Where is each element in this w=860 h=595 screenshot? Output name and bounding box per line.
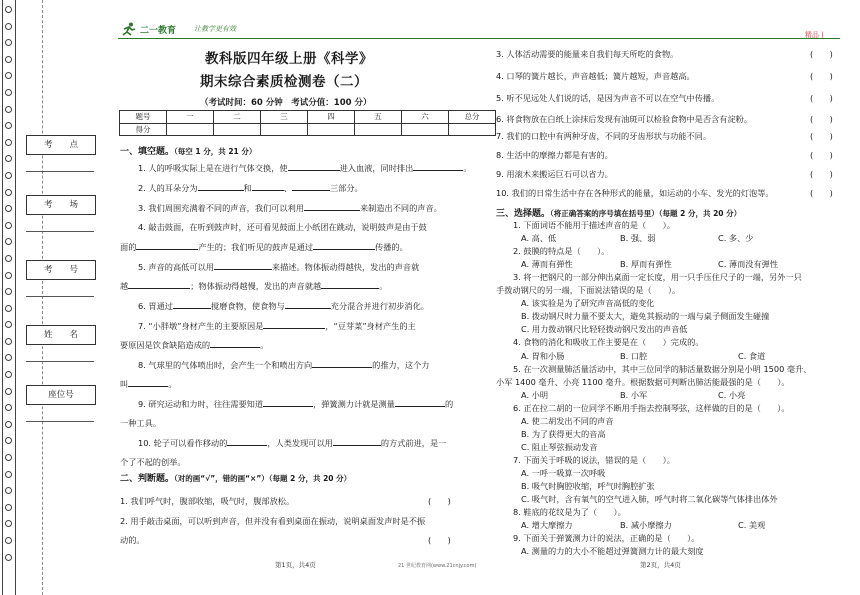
question-text: 6. 胃通过: [138, 301, 173, 311]
question-text: 来描述。物体振动得越快，发出的声音就: [271, 262, 420, 272]
choice-option: C. 薄而没有弹性: [718, 259, 779, 270]
site-logo: [120, 22, 240, 38]
binding-hole: [5, 205, 12, 212]
binding-edge-right: [15, 0, 16, 595]
section2-note: （对的画“√”，错的画“×”）（每题 2 分，共 20 分）: [174, 474, 352, 483]
answer-parentheses[interactable]: ( ): [810, 131, 833, 141]
question-text: 。: [260, 340, 269, 350]
judgment-item: 2. 用手敲击桌面，可以听到声音，但并没有看到桌面在振动，说明桌面发声时是不振: [120, 516, 426, 526]
answer-blank[interactable]: [210, 339, 260, 348]
answer-blank[interactable]: [198, 182, 244, 191]
answer-blank[interactable]: [263, 320, 325, 329]
binding-hole: [5, 155, 12, 162]
right-page-number: 第2页，共4页: [640, 561, 681, 569]
binding-hole: [5, 321, 12, 328]
score-row-label: 得分: [120, 123, 167, 136]
choice-question-line: 小军 1400 毫升、小亮 1100 毫升。根据数据可判断出肺活能最强的是（ ）。: [496, 376, 790, 387]
fill-in-line: [138, 202, 442, 214]
binding-hole: [5, 122, 12, 129]
fill-in-line: [138, 300, 429, 312]
score-table-header-row: [120, 111, 496, 124]
choice-question-line: A. 一呼一吸算一次呼吸: [521, 467, 606, 478]
student-info-write-line[interactable]: [26, 171, 94, 172]
choice-option: B. 口腔: [620, 350, 648, 361]
question-text: 7. “小胖墩”身材产生的主要原因是: [138, 321, 264, 331]
answer-parentheses[interactable]: ( ): [810, 150, 833, 160]
fill-in-line: [120, 339, 268, 351]
choice-question-line: A. 测量的力的大小不能超过弹簧测力计的最大刻度: [521, 546, 704, 557]
answer-blank[interactable]: [413, 162, 463, 171]
binding-hole: [5, 238, 12, 245]
fill-in-line: [120, 241, 408, 253]
binding-hole: [5, 39, 12, 46]
binding-hole: [5, 106, 12, 113]
judgment-item: 1. 我们呼气时，腹部收缩，吸气时，腹部放松。: [120, 496, 295, 506]
binding-hole: [5, 172, 12, 179]
section3-heading: 三、选择题。（将正确答案的序号填在括号里）（每题 2 分，共 20 分）: [496, 209, 742, 219]
score-table-header-cell: 一: [167, 111, 214, 124]
answer-parentheses[interactable]: ( ): [810, 71, 833, 81]
choice-option: A. 薄而有弹性: [521, 259, 573, 270]
choice-question-line: A. 使二胡发出不同的声音: [521, 415, 614, 426]
fill-in-line: [138, 182, 363, 194]
student-info-write-line[interactable]: [26, 361, 94, 362]
question-text: ，人类发现可以用: [267, 438, 333, 448]
student-info-label: 考 点: [26, 135, 96, 155]
quality-badge: 精品 |: [805, 31, 824, 39]
score-table-header-cell: 四: [308, 111, 355, 124]
question-text: 的方式前进，是一: [380, 438, 447, 448]
choice-question-line: 9. 下面关于弹簧测力计的说法，正确的是（ ）。: [513, 533, 700, 544]
binding-hole: [5, 189, 12, 196]
question-text: 。: [168, 379, 177, 389]
judgment-item: 3. 人体活动需要的能量来自我们每天所吃的食物。: [496, 49, 679, 59]
answer-blank[interactable]: [128, 280, 190, 289]
question-text: 传播的。: [375, 242, 408, 252]
binding-hole: [5, 272, 12, 279]
binding-hole: [5, 255, 12, 262]
student-info-label: 考 号: [26, 260, 96, 280]
question-text: 来制造出不同的声音。: [359, 203, 442, 213]
left-page-number: 第1页，共4页: [275, 561, 316, 569]
binding-holes: [5, 6, 13, 570]
question-text: 和: [243, 183, 252, 193]
choice-question-line: B. 吸气时胸腔收缩，呼气时胸腔扩张: [521, 481, 655, 491]
choice-option: A. 小明: [521, 389, 549, 400]
choice-question-line: B. 拨动钢尺时力量不要太大，避免其振动的一端与桌子侧面发生碰撞: [521, 311, 770, 322]
score-table-header-cell: 二: [214, 111, 261, 124]
question-text: 10. 轮子可以看作移动的: [138, 438, 228, 448]
exam-info: （考试时间：60 分钟 考试分值：100 分）: [200, 98, 372, 108]
answer-parentheses[interactable]: ( ): [810, 188, 833, 198]
choice-question-line: C. 吸气时，含有氧气的空气进入肺，呼气时将二氧化碳等气体排出体外: [521, 494, 778, 505]
choice-question-line: 3. 将一把钢尺的一部分伸出桌面一定长度，用一只手压住尺子的一端，另外一只: [513, 272, 802, 283]
student-info-write-line[interactable]: [26, 231, 94, 232]
choice-question-line: 手拨动钢尺的另一端，下面说法错误的是（ ）。: [496, 285, 681, 296]
score-cell[interactable]: [214, 123, 261, 136]
fill-in-line: [120, 280, 387, 292]
binding-edge-left: [2, 0, 3, 595]
judgment-item: 4. 口琴的簧片越长，声音越低；簧片越短，声音越高。: [496, 71, 695, 81]
question-text: 要原因是饮食缺陷造成的: [120, 340, 211, 350]
answer-blank[interactable]: [227, 437, 267, 446]
score-cell[interactable]: [355, 123, 402, 136]
question-text: 叫: [120, 379, 129, 389]
question-text: 三部分。: [329, 183, 363, 193]
binding-hole: [5, 6, 12, 13]
section2-heading: 二、判断题。（对的画“√”，错的画“×”）（每题 2 分，共 20 分）: [120, 474, 352, 484]
question-text: 。: [463, 163, 472, 173]
choice-question-line: 8. 鞋底的花纹是为了（ ）。: [513, 507, 626, 518]
answer-blank[interactable]: [312, 359, 372, 368]
score-table-header-cell: 五: [355, 111, 402, 124]
question-text: 越: [120, 281, 129, 291]
score-cell[interactable]: [261, 123, 308, 136]
answer-blank[interactable]: [304, 202, 360, 211]
binding-hole: [5, 72, 12, 79]
score-cell[interactable]: [167, 123, 214, 136]
binding-hole: [5, 421, 12, 428]
score-table-header-cell: 题号: [120, 111, 167, 124]
binding-hole: [5, 288, 12, 295]
answer-blank[interactable]: [214, 261, 272, 270]
answer-blank[interactable]: [321, 280, 379, 289]
binding-hole: [5, 437, 12, 444]
answer-blank[interactable]: [173, 300, 211, 309]
score-table-score-row: [120, 123, 496, 136]
binding-hole: [5, 139, 12, 146]
choice-option: B. 厚而有弹性: [620, 259, 672, 270]
choice-option: A. 高、低: [521, 233, 557, 244]
binding-hole: [5, 504, 12, 511]
choice-option: A. 增大摩擦力: [521, 520, 573, 531]
fill-in-line: [120, 378, 176, 390]
paper-title: 教科版四年级上册《科学》: [205, 51, 373, 67]
binding-hole: [5, 404, 12, 411]
student-info-write-line[interactable]: [26, 421, 94, 422]
binding-hole: [5, 371, 12, 378]
question-text: ，弹簧测力计就是测量: [313, 399, 395, 409]
choice-option: C. 小亮: [718, 389, 746, 400]
answer-blank[interactable]: [128, 378, 168, 387]
question-text: 5. 声音的高低可以用: [138, 262, 214, 272]
fill-in-line: [138, 261, 419, 273]
binding-cut-line: [42, 0, 43, 595]
choice-option: C. 食道: [738, 350, 766, 361]
question-text: 。: [379, 281, 388, 291]
question-text: 的推力，这个力: [372, 360, 430, 370]
judgment-item: 5. 听不见远处人们说的话，是因为声音不可以在空气中传播。: [496, 93, 720, 103]
choice-question-line: 4. 食物的消化和吸收工作主要是在（ ）完成的。: [513, 337, 704, 348]
answer-parentheses[interactable]: ( ): [428, 496, 451, 506]
question-text: 充分混合并进行初步消化。: [330, 301, 429, 311]
question-text: 个了不起的创举。: [120, 457, 186, 467]
question-text: ，“豆芽菜”身材产生的主: [325, 321, 416, 331]
choice-question-line: 6. 正在拉二胡的一位同学不断用手指去控制琴弦，这样做的目的是（ ）。: [513, 402, 790, 413]
question-text: 一种工具。: [120, 418, 161, 428]
binding-hole: [5, 222, 12, 229]
choice-question-line: 2. 鼓膜的特点是（ ）。: [513, 246, 610, 257]
question-text: 搅磨食物，使食物与: [210, 301, 285, 311]
header-rule: [118, 38, 840, 39]
question-text: 面的: [120, 242, 137, 252]
question-text: 3. 我们周围充满着不同的声音，我们可以利用: [138, 203, 304, 213]
question-text: 进入血液，同时排出: [339, 163, 414, 173]
answer-parentheses[interactable]: ( ): [810, 93, 833, 103]
logo-text: 二一教育: [140, 26, 177, 36]
binding-hole: [5, 354, 12, 361]
answer-parentheses[interactable]: ( ): [810, 49, 833, 59]
score-cell[interactable]: [449, 123, 496, 136]
student-info-label: 考 场: [26, 195, 96, 215]
binding-hole: [5, 23, 12, 30]
fill-in-line: [138, 398, 453, 410]
answer-blank[interactable]: [288, 162, 340, 171]
question-text: ；物体振动得越慢，发出的声音就越: [190, 281, 322, 291]
choice-question-line: 1. 下面词语不能用于描述声音的是（ ）。: [513, 220, 675, 230]
binding-hole: [5, 454, 12, 461]
fill-in-line: [138, 437, 446, 449]
question-text: 8. 气球里的气体喷出时，会产生一个和喷出方向: [138, 360, 313, 370]
score-cell[interactable]: [402, 123, 449, 136]
site-watermark: 21 世纪教育网(www.21cnjy.com): [398, 563, 477, 569]
choice-option: A. 胃和小肠: [521, 350, 565, 361]
fill-in-line: [138, 162, 472, 174]
answer-blank[interactable]: [313, 241, 375, 250]
score-table-header-cell: 总分: [449, 111, 496, 124]
fill-in-line: [120, 418, 161, 429]
question-text: 1. 人的呼吸实际上是在进行气体交换，使: [138, 163, 288, 173]
question-text: 2. 人的耳朵分为: [138, 183, 198, 193]
binding-hole: [5, 487, 12, 494]
binding-hole: [5, 520, 12, 527]
score-table-header-cell: 三: [261, 111, 308, 124]
student-info-label: 座位号: [26, 385, 96, 405]
question-text: 的: [444, 399, 454, 409]
answer-parentheses[interactable]: ( ): [810, 169, 833, 179]
binding-hole: [5, 471, 12, 478]
binding-hole: [5, 89, 12, 96]
choice-question-line: A. 该实验是为了研究声音高低的变化: [521, 298, 655, 309]
fill-in-line: [120, 457, 186, 468]
answer-blank[interactable]: [292, 182, 330, 191]
student-info-label: 姓 名: [26, 325, 96, 345]
answer-blank[interactable]: [136, 241, 198, 250]
question-text: 4. 敲击鼓面，在听到鼓声时，还可看见鼓面上小纸团在跳动，说明鼓声是由于鼓: [138, 222, 427, 232]
question-text: 9. 研究运动和力时，往往需要知道: [138, 399, 264, 409]
fill-in-line: [138, 222, 427, 233]
binding-hole: [5, 338, 12, 345]
choice-option: C. 美观: [738, 520, 766, 531]
score-table-header-cell: 六: [402, 111, 449, 124]
judgment-item: 7. 我们的口腔中有两种牙齿，不同的牙齿形状与功能不同。: [496, 131, 712, 141]
choice-option: B. 强、弱: [620, 233, 656, 244]
answer-blank[interactable]: [252, 182, 284, 191]
judgment-item: 动的。: [120, 535, 145, 545]
paper-subtitle: 期末综合素质检测卷（二）: [200, 74, 368, 90]
answer-blank[interactable]: [285, 300, 331, 309]
choice-question-line: C. 用力拨动钢尺比轻轻拨动钢尺发出的声音低: [521, 324, 688, 335]
choice-option: B. 减小摩擦力: [620, 520, 672, 531]
answer-blank[interactable]: [395, 398, 445, 407]
binding-hole: [5, 537, 12, 544]
choice-option: B. 小军: [620, 389, 648, 400]
score-cell[interactable]: [308, 123, 355, 136]
binding-hole: [5, 56, 12, 63]
fill-in-line: [138, 320, 416, 332]
student-info-write-line[interactable]: [26, 296, 94, 297]
logo-slogan: 让教学更有效: [194, 25, 236, 33]
choice-option: C. 多、少: [718, 233, 754, 244]
answer-parentheses[interactable]: ( ): [810, 114, 833, 124]
answer-parentheses[interactable]: ( ): [428, 535, 451, 545]
choice-question-line: C. 阻止琴弦振动发音: [521, 441, 598, 452]
answer-blank[interactable]: [263, 398, 313, 407]
binding-hole: [5, 305, 12, 312]
answer-blank[interactable]: [333, 437, 381, 446]
fill-in-line: [138, 359, 430, 371]
judgment-item: 10. 我们的日常生活中存在各种形式的能量，如运动的小车、发光的灯泡等。: [496, 188, 774, 198]
choice-question-line: B. 为了获得更大的音高: [521, 428, 606, 439]
choice-question-line: 7. 下面关于呼吸的说法，错误的是（ ）。: [513, 454, 675, 465]
binding-hole: [5, 388, 12, 395]
choice-question-line: 5. 在一次测量肺活量活动中，其中三位同学的肺活量数据分别是小明 1500 毫升、: [513, 363, 812, 374]
runner-logo-icon: [120, 22, 138, 36]
judgment-item: 8. 生活中的摩擦力都是有害的。: [496, 150, 613, 160]
question-text: 产生的；我们听见的鼓声是通过: [198, 242, 314, 252]
question-text: 、: [283, 183, 292, 193]
judgment-item: 6. 将食物放在白纸上涂抹后发现有油斑可以检验食物中是否含有淀粉。: [496, 114, 753, 124]
section3-note: （将正确答案的序号填在括号里）（每题 2 分，共 20 分）: [550, 209, 742, 218]
judgment-item: 9. 用滚木来搬运巨石可以省力。: [496, 169, 613, 179]
binding-hole: [5, 554, 12, 561]
score-table: [119, 110, 496, 136]
section1-note: （每空 1 分，共 21 分）: [174, 147, 257, 156]
section1-heading: 一、填空题。（每空 1 分，共 21 分）: [120, 147, 257, 157]
